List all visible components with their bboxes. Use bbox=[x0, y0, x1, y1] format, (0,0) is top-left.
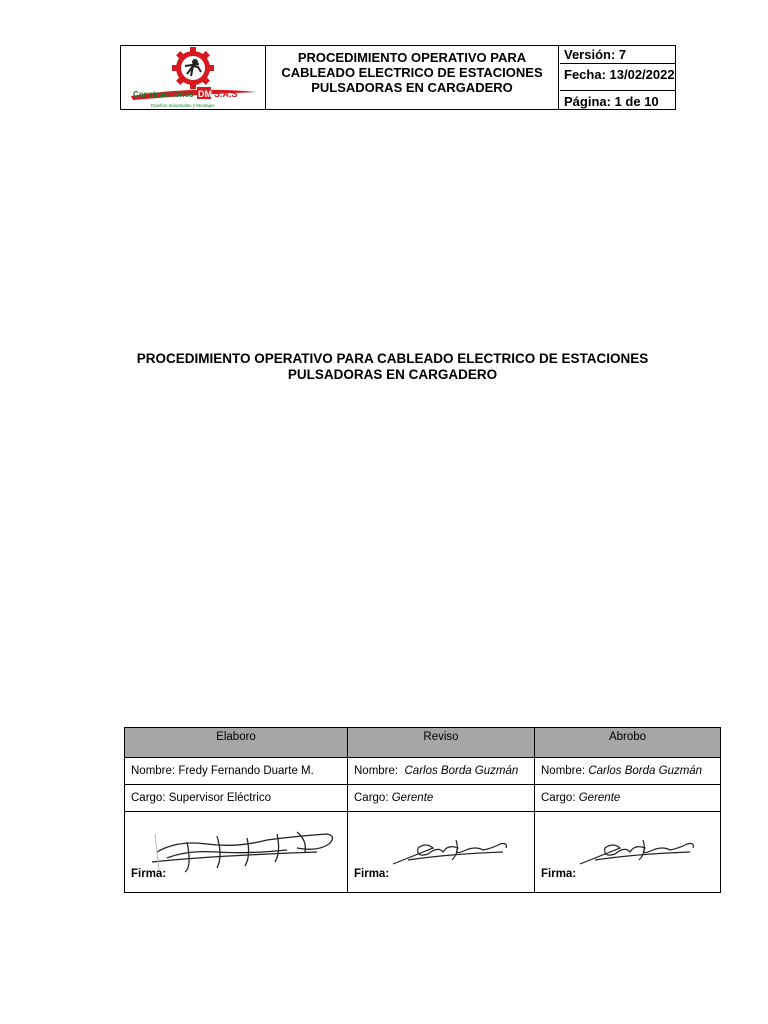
cargo-value: Gerente bbox=[578, 792, 621, 804]
cargo-label: Cargo: bbox=[541, 792, 576, 804]
nombre-cell-abrobo bbox=[535, 758, 721, 785]
page-label: Página: 1 de 10 bbox=[564, 94, 659, 109]
signature-reviso bbox=[388, 834, 518, 874]
cargo-value: Gerente bbox=[391, 792, 434, 804]
firma-cell-elaboro bbox=[125, 812, 348, 893]
heading-elaboro: Elaboro bbox=[125, 728, 348, 758]
document-title: PROCEDIMIENTO OPERATIVO PARA CABLEADO ELECTRICO DE ESTACIONES PULSADORAS EN CARGADERO bbox=[136, 351, 649, 382]
cargo-cell-abrobo bbox=[535, 785, 721, 812]
nombre-label: Nombre: bbox=[354, 765, 399, 777]
firma-label: Firma: bbox=[354, 868, 390, 880]
firma-label: Firma: bbox=[541, 868, 577, 880]
firma-label: Firma: bbox=[131, 868, 167, 880]
heading-reviso: Reviso bbox=[348, 728, 535, 758]
nombre-value: Fredy Fernando Duarte M. bbox=[178, 765, 314, 777]
cargo-value: Supervisor Eléctrico bbox=[168, 792, 271, 804]
nombre-cell-elaboro bbox=[125, 758, 348, 785]
nombre-cell-reviso bbox=[348, 758, 535, 785]
svg-text:Diseños Industriales y Montaje: Diseños Industriales y Montajes bbox=[151, 103, 215, 108]
company-logo bbox=[121, 46, 265, 109]
firma-cell-reviso bbox=[348, 812, 535, 893]
cargo-cell-reviso bbox=[348, 785, 535, 812]
nombre-value: Carlos Borda Guzmán bbox=[588, 765, 703, 777]
nombre-value: Carlos Borda Guzmán bbox=[404, 765, 519, 777]
svg-text:S.A.S: S.A.S bbox=[214, 89, 238, 99]
logo-cell bbox=[121, 46, 266, 109]
nombre-label: Nombre: bbox=[541, 765, 586, 777]
cargo-cell-elaboro bbox=[125, 785, 348, 812]
svg-text:Construcciones: Construcciones bbox=[133, 90, 194, 99]
cargo-label: Cargo: bbox=[131, 792, 166, 804]
firma-cell-abrobo bbox=[535, 812, 721, 893]
version-label: Versión: 7 bbox=[560, 46, 676, 64]
signature-elaboro bbox=[147, 822, 347, 877]
approval-table bbox=[124, 727, 721, 893]
cargo-label: Cargo: bbox=[354, 792, 389, 804]
header-title: PROCEDIMIENTO OPERATIVO PARA CABLEADO ELECTRICO DE ESTACIONES PULSADORAS EN CARGADERO bbox=[266, 46, 559, 109]
document-header bbox=[120, 45, 676, 110]
heading-abrobo: Abrobo bbox=[535, 728, 721, 758]
nombre-label: Nombre: bbox=[131, 765, 176, 777]
signature-abrobo bbox=[575, 834, 705, 874]
svg-text:DM: DM bbox=[198, 89, 212, 99]
date-label: Fecha: 13/02/2022 bbox=[560, 64, 676, 91]
